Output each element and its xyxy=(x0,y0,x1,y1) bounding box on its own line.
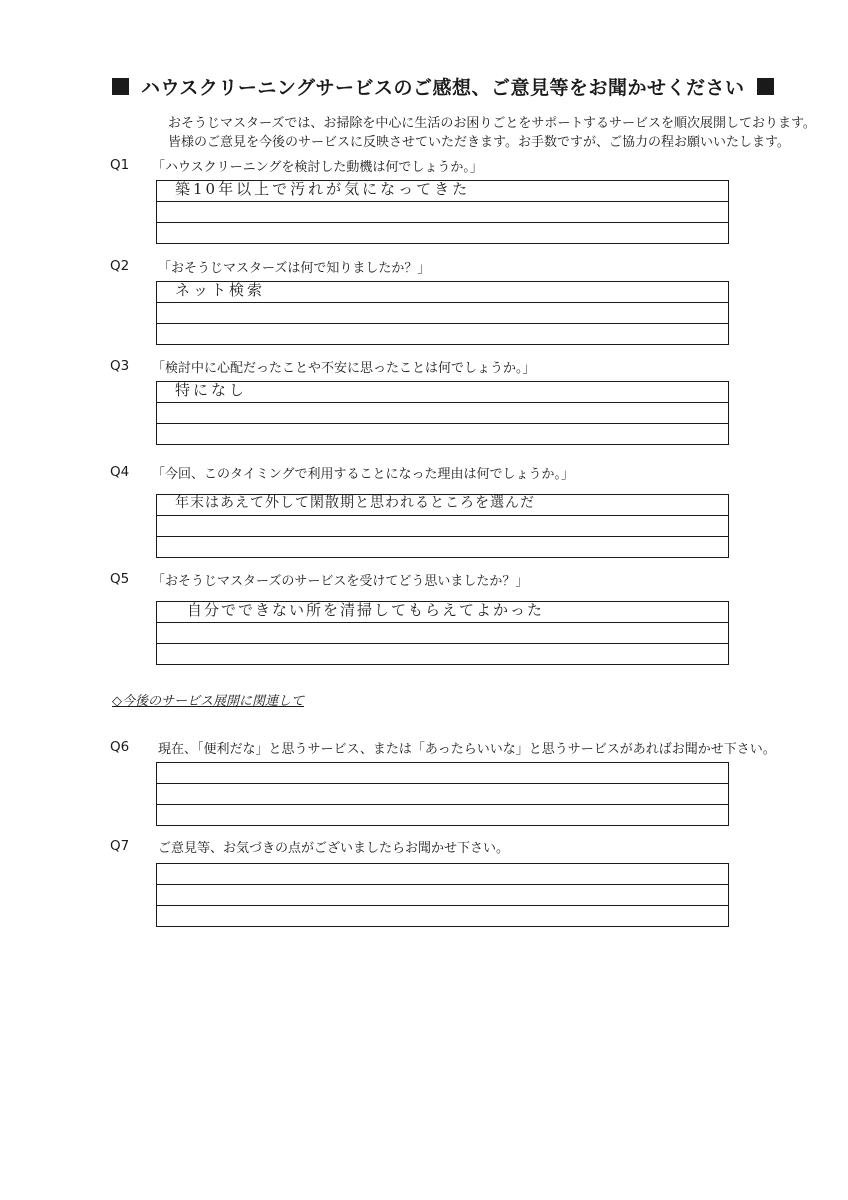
square-bullet-icon xyxy=(112,78,129,95)
answer-rule xyxy=(157,302,728,303)
answer-rule xyxy=(157,423,728,424)
answer-box[interactable] xyxy=(156,180,729,244)
answer-box[interactable] xyxy=(156,281,729,345)
answer-rule xyxy=(157,643,728,644)
answer-box[interactable] xyxy=(156,381,729,445)
handwritten-answer: 築10年以上で汚れが気になってきた xyxy=(175,180,471,198)
handwritten-answer: 自分でできない所を清掃してもらえてよかった xyxy=(187,601,545,619)
question-text: ご意見等、お気づきの点がございましたらお聞かせ下さい。 xyxy=(158,841,510,856)
answer-rule xyxy=(157,884,728,885)
answer-box[interactable] xyxy=(156,762,729,826)
page-title xyxy=(112,72,802,100)
answer-rule xyxy=(157,622,728,623)
question-text: 「おそうじマスターズは何で知りましたか？」 xyxy=(158,261,431,276)
intro-line-1: おそうじマスターズでは、お掃除を中心に生活のお困りごとをサポートするサービスを順次展開しております。 xyxy=(168,116,816,131)
question-number: Q3 xyxy=(110,358,130,374)
question-number: Q1 xyxy=(110,157,130,173)
square-bullet-icon xyxy=(757,78,774,95)
answer-box[interactable] xyxy=(156,863,729,927)
section-heading: ◇今後のサービス展開に関連して xyxy=(112,694,304,709)
question-text: 「検討中に心配だったことや不安に思ったことは何でしょうか。」 xyxy=(152,361,536,376)
answer-rule xyxy=(157,783,728,784)
handwritten-answer: 年末はあえて外して閑散期と思われるところを選んだ xyxy=(175,495,535,511)
question-text: 「ハウスクリーニングを検討した動機は何でしょうか。」 xyxy=(152,160,483,175)
answer-rule xyxy=(157,402,728,403)
answer-rule xyxy=(157,536,728,537)
answer-rule xyxy=(157,515,728,516)
intro-line-2: 皆様のご意見を今後のサービスに反映させていただきます。お手数ですが、ご協力の程お願いいたします。 xyxy=(168,135,790,150)
handwritten-answer: ネット検索 xyxy=(175,281,266,299)
question-text: 「おそうじマスターズのサービスを受けてどう思いましたか？」 xyxy=(152,574,529,589)
title-text: ハウスクリーニングサービスのご感想、ご意見等をお聞かせください xyxy=(141,76,745,99)
question-number: Q7 xyxy=(110,838,130,854)
answer-rule xyxy=(157,804,728,805)
answer-rule xyxy=(157,222,728,223)
question-number: Q5 xyxy=(110,571,130,587)
answer-rule xyxy=(157,905,728,906)
answer-rule xyxy=(157,323,728,324)
answer-box[interactable] xyxy=(156,601,729,665)
handwritten-answer: 特になし xyxy=(175,381,248,399)
question-text: 「今回、このタイミングで利用することになった理由は何でしょうか。」 xyxy=(152,467,574,482)
question-number: Q2 xyxy=(110,258,130,274)
answer-box[interactable] xyxy=(156,494,729,558)
question-number: Q4 xyxy=(110,464,130,480)
question-text: 現在、「便利だな」と思うサービス、または「あったらいいな」と思うサービスがあればお聞かせ下さい。 xyxy=(158,742,776,757)
answer-rule xyxy=(157,201,728,202)
question-number: Q6 xyxy=(110,739,130,755)
